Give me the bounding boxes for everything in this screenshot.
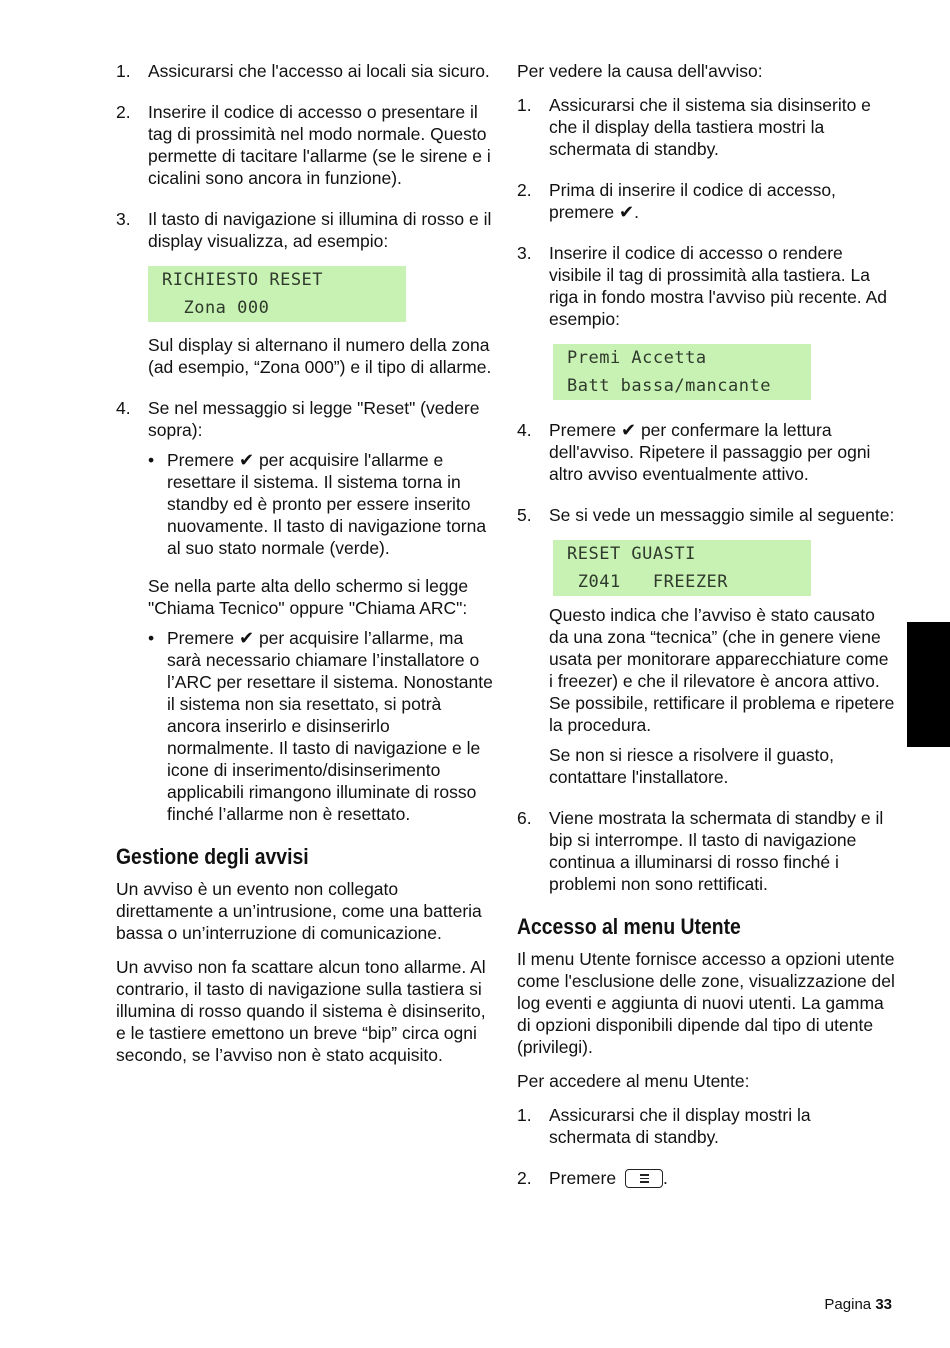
step-text-part: Premere <box>549 420 617 440</box>
check-icon: ✔ <box>238 450 255 470</box>
step-text: Inserire il codice di accesso o presentare il tag di prossimità nel modo normale. Questo permette di tacitare l'allarme (se le sirene e i cicalini sono ancora in funzione). <box>148 102 491 188</box>
step-number: 2. <box>517 1168 532 1188</box>
right-column <box>517 60 895 1208</box>
step-text-part: Premere <box>549 1168 617 1188</box>
step-number: 5. <box>517 505 532 525</box>
step-number: 2. <box>517 180 532 200</box>
bullet-text: Premere <box>167 450 235 470</box>
step-text-part: per confermare la lettura dell'avviso. Ripetere il passaggio per ogni altro avviso eventualmente attivo. <box>549 420 871 484</box>
page-label: Pagina <box>824 1296 872 1313</box>
bullet-dot-icon: • <box>148 628 155 648</box>
step-number: 3. <box>116 209 131 229</box>
list-item <box>116 101 496 189</box>
step-text-part: . <box>634 202 640 222</box>
page-footer <box>824 1294 892 1316</box>
list-item <box>116 60 496 82</box>
list-item <box>517 1167 895 1189</box>
step-text-part: . <box>662 1168 668 1188</box>
step-text: Sul display si alternano il numero della zona (ad esempio, “Zona 000”) e il tipo di allarme. <box>148 335 492 377</box>
list-item <box>517 419 895 485</box>
list-item <box>517 242 895 400</box>
left-column <box>116 60 496 1078</box>
bullet-item <box>148 627 496 825</box>
paragraph: Per accedere al menu Utente: <box>517 1071 750 1091</box>
step-number: 6. <box>517 808 532 828</box>
list-lines-icon <box>640 1174 649 1183</box>
step-text: Se nel messaggio si legge "Reset" (vedere sopra): <box>148 398 480 440</box>
lcd-line: Batt bassa/mancante <box>567 376 771 396</box>
list-item <box>517 807 895 895</box>
bullet-text: per acquisire l’allarme, ma sarà necessario chiamare l’installatore o l’ARC per resettare il sistema. Nonostante il sistema non sia resettato, si potrà ancora inserirlo e disinserirlo normalmente. Il tasto di navigazione e le icone di inserimento/disinserimento applicabili rimangono illuminate di rosso finché l’allarme non è resettato. <box>167 628 493 824</box>
bullet-item <box>148 449 496 559</box>
step-text: Il tasto di navigazione si illumina di rosso e il display visualizza, ad esempio: <box>148 209 492 251</box>
lcd-line: Premi Accetta <box>567 348 707 368</box>
step-text: Assicurarsi che il sistema sia disinserito e che il display della tastiera mostri la schermata di standby. <box>549 95 871 159</box>
step-text-part: Prima di inserire il codice di accesso, premere <box>549 180 836 222</box>
section-heading: Accesso al menu Utente <box>517 914 741 939</box>
page-number: 33 <box>875 1296 892 1313</box>
bullet-list <box>148 627 496 825</box>
list-item <box>116 397 496 825</box>
bullet-dot-icon: • <box>148 450 155 470</box>
step-text: Assicurarsi che l'accesso ai locali sia sicuro. <box>148 61 490 81</box>
list-item <box>517 94 895 160</box>
step-text <box>549 419 895 485</box>
warning-steps-list <box>517 94 895 895</box>
section-heading: Gestione degli avvisi <box>116 844 309 869</box>
step-text: Se si vede un messaggio simile al seguente: <box>549 505 895 525</box>
paragraph: Un avviso è un evento non collegato direttamente a un’intrusione, come una batteria bassa o un’interruzione di comunicazione. <box>116 879 482 943</box>
menu-key-icon <box>625 1169 663 1188</box>
step-number: 4. <box>116 398 131 418</box>
bullet-text: per acquisire l'allarme e resettare il sistema. Il sistema torna in standby ed è pronto per essere inserito nuovamente. Il tasto di navigazione torna al suo stato normale (verde). <box>167 450 487 558</box>
paragraph: Un avviso non fa scattare alcun tono allarme. Al contrario, il tasto di navigazione sulla tastiera si illumina di rosso quando il sistema è disinserito, e le tastiere emettono un breve “bip” circa ogni secondo, se l’avviso non è stato acquisito. <box>116 957 486 1065</box>
lcd-display-accetta <box>553 344 811 400</box>
list-item <box>517 504 895 788</box>
lcd-display-guasti <box>553 540 811 596</box>
step-number: 1. <box>517 1105 532 1125</box>
section-tab-marker <box>907 622 950 747</box>
alarm-steps-list <box>116 60 496 825</box>
step-text: Se nella parte alta dello schermo si legge "Chiama Tecnico" oppure "Chiama ARC": <box>148 576 469 618</box>
list-item <box>517 1104 895 1148</box>
lcd-display-reset <box>148 266 406 322</box>
step-number: 1. <box>517 95 532 115</box>
step-text: Se non si riesce a risolvere il guasto, contattare l'installatore. <box>549 745 834 787</box>
lcd-line: RICHIESTO RESET <box>162 270 324 290</box>
step-text: Viene mostrata la schermata di standby e il bip si interrompe. Il tasto di navigazione continua a illuminarsi di rosso finché i problemi non sono rettificati. <box>549 808 884 894</box>
intro-text: Per vedere la causa dell'avviso: <box>517 61 763 81</box>
bullet-text: Premere <box>167 628 235 648</box>
list-item <box>517 179 895 223</box>
step-text: Inserire il codice di accesso o rendere visibile il tag di prossimità alla tastiera. La riga in fondo mostra l'avviso più recente. Ad esempio: <box>549 243 887 329</box>
step-text <box>549 179 895 223</box>
lcd-line: Z041 FREEZER <box>567 572 729 592</box>
step-text <box>549 1167 895 1189</box>
step-number: 4. <box>517 420 532 440</box>
lcd-line: Zona 000 <box>162 298 270 318</box>
step-text: Questo indica che l’avviso è stato causato da una zona “tecnica” (che in genere viene usata per monitorare apparecchiature come i freezer) e che il rilevatore è ancora attivo. Se possibile, rettificare il problema e ripetere la procedura. <box>549 605 895 735</box>
check-icon: ✔ <box>620 420 637 440</box>
bullet-list <box>148 449 496 559</box>
check-icon: ✔ <box>238 628 255 648</box>
step-number: 1. <box>116 61 131 81</box>
step-text: Assicurarsi che il display mostri la schermata di standby. <box>549 1105 811 1147</box>
step-number: 2. <box>116 102 131 122</box>
check-icon: ✔ <box>619 202 635 222</box>
list-item <box>116 208 496 378</box>
step-number: 3. <box>517 243 532 263</box>
lcd-line: RESET GUASTI <box>567 544 696 564</box>
menu-steps-list <box>517 1104 895 1189</box>
paragraph: Il menu Utente fornisce accesso a opzioni utente come l'esclusione delle zone, visualizzazione del log eventi e aggiunta di nuovi utenti. La gamma di opzioni disponibili dipende dal tipo di utente (privilegi). <box>517 949 895 1057</box>
